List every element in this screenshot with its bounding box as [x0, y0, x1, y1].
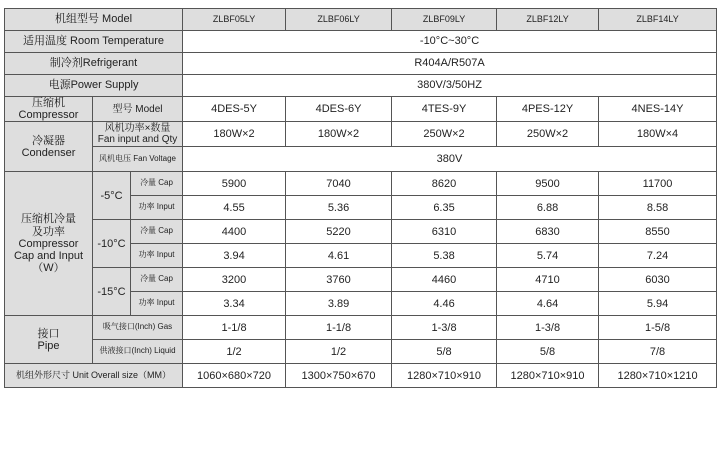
cap-value: 5900	[183, 172, 286, 196]
compressor-label	[5, 97, 93, 122]
compressor-row	[5, 97, 717, 122]
refrigerant-row	[5, 53, 717, 75]
cap-value: 6310	[392, 220, 497, 244]
input-value: 5.36	[286, 196, 392, 220]
cap-value: 4460	[392, 268, 497, 292]
cap-value: 11700	[599, 172, 717, 196]
fan-input-label	[93, 122, 183, 147]
capacity-label-cn1: 压缩机冷量	[21, 213, 76, 226]
capacity-label-en2: Cap and Input	[13, 249, 84, 262]
input-label: 功率 Input	[131, 292, 183, 316]
gas-pipe-value: 1-1/8	[183, 316, 286, 340]
input-value: 4.46	[392, 292, 497, 316]
spec-table	[4, 8, 717, 388]
input-value: 5.94	[599, 292, 717, 316]
liquid-pipe-value: 1/2	[286, 340, 392, 364]
fan-voltage-value: 380V	[183, 147, 717, 172]
gas-pipe-value: 1-3/8	[497, 316, 599, 340]
model-name: ZLBF06LY	[286, 9, 392, 31]
overall-size-label: 机组外形尺寸 Unit Overall size（MM）	[5, 364, 183, 388]
cap-label: 冷量 Cap	[131, 220, 183, 244]
input-value: 6.35	[392, 196, 497, 220]
condenser-label-cn: 冷凝器	[32, 134, 65, 147]
cap-value: 8550	[599, 220, 717, 244]
model-name: ZLBF05LY	[183, 9, 286, 31]
capacity-cap-row	[5, 268, 717, 292]
input-value: 3.34	[183, 292, 286, 316]
overall-size-row	[5, 364, 717, 388]
input-value: 4.55	[183, 196, 286, 220]
compressor-model-label: 型号 Model	[93, 97, 183, 122]
capacity-cap-row	[5, 220, 717, 244]
pipe-label-cn: 接口	[37, 327, 60, 340]
cap-value: 3200	[183, 268, 286, 292]
condenser-label	[5, 122, 93, 172]
fan-input-value: 250W×2	[392, 122, 497, 147]
capacity-label-en1: Compressor	[18, 237, 79, 250]
input-value: 5.38	[392, 244, 497, 268]
gas-pipe-label: 吸气接口(Inch) Gas	[93, 316, 183, 340]
cap-value: 6030	[599, 268, 717, 292]
cap-value: 7040	[286, 172, 392, 196]
cap-value: 5220	[286, 220, 392, 244]
input-value: 3.94	[183, 244, 286, 268]
fan-input-value: 250W×2	[497, 122, 599, 147]
liquid-pipe-label: 供液接口(Inch) Liquid	[93, 340, 183, 364]
cap-value: 6830	[497, 220, 599, 244]
liquid-pipe-value: 5/8	[497, 340, 599, 364]
input-label: 功率 Input	[131, 196, 183, 220]
input-value: 5.74	[497, 244, 599, 268]
gas-pipe-value: 1-1/8	[286, 316, 392, 340]
compressor-label-cn: 压缩机	[32, 97, 65, 109]
pipe-liquid-row	[5, 340, 717, 364]
input-label: 功率 Input	[131, 244, 183, 268]
gas-pipe-value: 1-3/8	[392, 316, 497, 340]
fan-input-value: 180W×2	[183, 122, 286, 147]
input-value: 6.88	[497, 196, 599, 220]
model-header-row	[5, 9, 717, 31]
overall-size-value: 1300×750×670	[286, 364, 392, 388]
compressor-label-en: Compressor	[18, 109, 79, 122]
input-value: 3.89	[286, 292, 392, 316]
pipe-gas-row	[5, 316, 717, 340]
liquid-pipe-value: 1/2	[183, 340, 286, 364]
evap-temp-label: -15°C	[93, 268, 131, 316]
cap-label: 冷量 Cap	[131, 172, 183, 196]
model-label: 机组型号 Model	[5, 9, 183, 31]
fan-input-value: 180W×2	[286, 122, 392, 147]
model-name: ZLBF09LY	[392, 9, 497, 31]
cap-value: 4710	[497, 268, 599, 292]
liquid-pipe-value: 7/8	[599, 340, 717, 364]
cap-value: 3760	[286, 268, 392, 292]
gas-pipe-value: 1-5/8	[599, 316, 717, 340]
condenser-fan-row	[5, 122, 717, 147]
model-name: ZLBF14LY	[599, 9, 717, 31]
evap-temp-label: -5°C	[93, 172, 131, 220]
capacity-label-cn2: 及功率	[32, 225, 65, 238]
input-value: 7.24	[599, 244, 717, 268]
power-supply-row	[5, 75, 717, 97]
pipe-label-en: Pipe	[37, 339, 60, 352]
input-value: 4.61	[286, 244, 392, 268]
fan-input-label-cn: 风机功率×数量	[104, 123, 171, 135]
room-temp-label: 适用温度 Room Temperature	[5, 31, 183, 53]
refrigerant-value: R404A/R507A	[183, 53, 717, 75]
fan-voltage-label: 风机电压 Fan Voltage	[93, 147, 183, 172]
fan-voltage-row	[5, 147, 717, 172]
model-name: ZLBF12LY	[497, 9, 599, 31]
cap-value: 9500	[497, 172, 599, 196]
capacity-label	[5, 172, 93, 316]
overall-size-value: 1280×710×910	[392, 364, 497, 388]
input-value: 4.64	[497, 292, 599, 316]
cap-value: 4400	[183, 220, 286, 244]
liquid-pipe-value: 5/8	[392, 340, 497, 364]
cap-label: 冷量 Cap	[131, 268, 183, 292]
overall-size-value: 1280×710×910	[497, 364, 599, 388]
compressor-model: 4PES-12Y	[497, 97, 599, 122]
evap-temp-label: -10°C	[93, 220, 131, 268]
fan-input-value: 180W×4	[599, 122, 717, 147]
fan-input-label-en: Fan input and Qty	[97, 134, 178, 146]
room-temp-row	[5, 31, 717, 53]
capacity-label-unit: （W）	[32, 261, 65, 274]
overall-size-value: 1060×680×720	[183, 364, 286, 388]
refrigerant-label: 制冷剂Refrigerant	[5, 53, 183, 75]
overall-size-value: 1280×710×1210	[599, 364, 717, 388]
compressor-model: 4DES-6Y	[286, 97, 392, 122]
input-value: 8.58	[599, 196, 717, 220]
pipe-label	[5, 316, 93, 364]
capacity-cap-row	[5, 172, 717, 196]
cap-value: 8620	[392, 172, 497, 196]
room-temp-value: -10°C~30°C	[183, 31, 717, 53]
condenser-label-en: Condenser	[21, 146, 76, 159]
power-supply-label: 电源Power Supply	[5, 75, 183, 97]
compressor-model: 4TES-9Y	[392, 97, 497, 122]
power-supply-value: 380V/3/50HZ	[183, 75, 717, 97]
compressor-model: 4DES-5Y	[183, 97, 286, 122]
compressor-model: 4NES-14Y	[599, 97, 717, 122]
